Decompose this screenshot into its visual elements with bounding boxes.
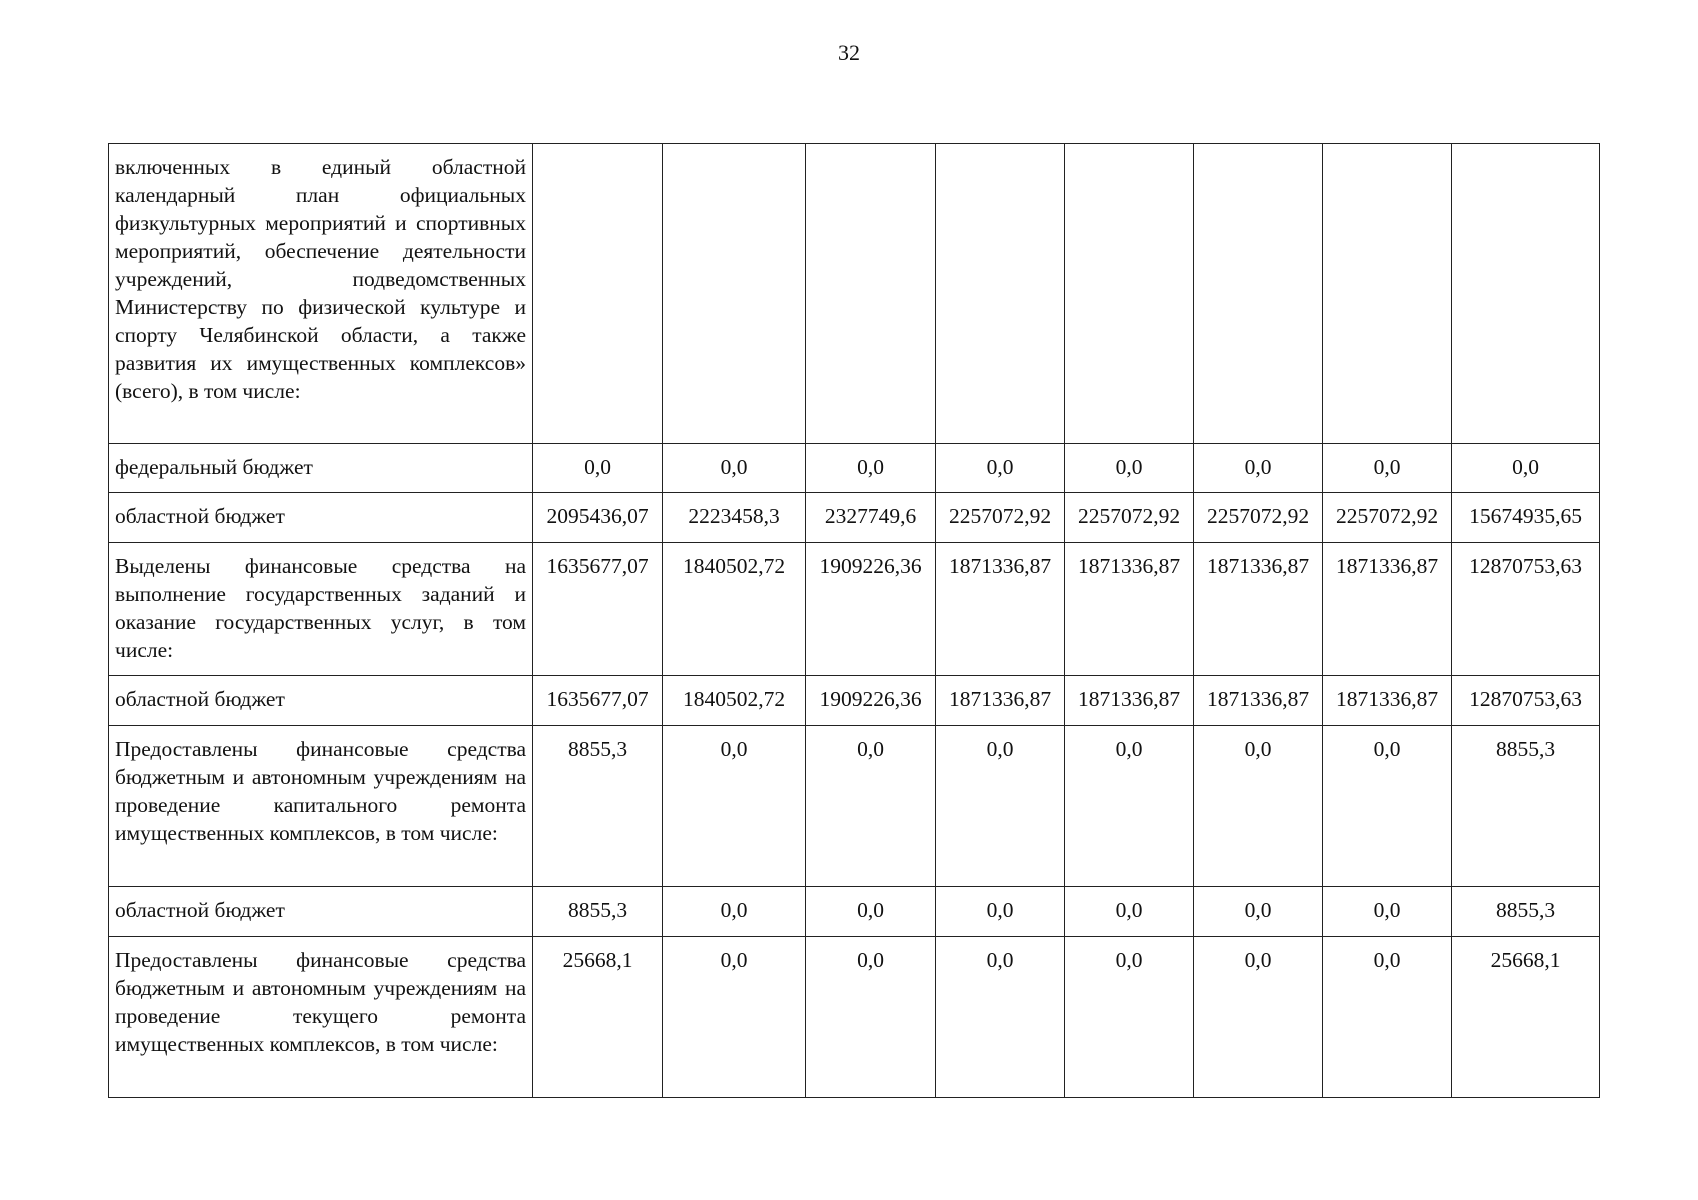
- value-cell: 0,0: [663, 726, 806, 887]
- value-cell: [533, 144, 663, 444]
- value-cell: 0,0: [806, 937, 936, 1098]
- table-row: [109, 543, 1600, 676]
- table-row: [109, 726, 1600, 887]
- value-cell: [806, 144, 936, 444]
- value-cell: 0,0: [533, 444, 663, 493]
- value-cell: 1871336,87: [936, 676, 1065, 726]
- value-cell: 0,0: [1194, 937, 1323, 1098]
- value-cell: 0,0: [806, 887, 936, 937]
- value-cell: 0,0: [936, 937, 1065, 1098]
- value-cell: 25668,1: [533, 937, 663, 1098]
- value-cell: 2257072,92: [936, 493, 1065, 543]
- value-cell: 1840502,72: [663, 543, 806, 676]
- table-row: [109, 444, 1600, 493]
- row-description: включенных в единый областной календарный план официальных физкультурных мероприятий и спортивных мероприятий, обеспечение деятельности учреждений, подведомственных Министерству по физической культуре и спорту Челябинской области, а также развития их имущественных комплексов» (всего), в том числе:: [109, 144, 533, 444]
- row-description: областной бюджет: [109, 887, 533, 937]
- value-cell: 0,0: [936, 726, 1065, 887]
- value-cell: 0,0: [663, 444, 806, 493]
- value-cell: 1909226,36: [806, 676, 936, 726]
- value-cell: 0,0: [806, 444, 936, 493]
- table-row: [109, 144, 1600, 444]
- value-cell: 0,0: [1065, 937, 1194, 1098]
- total-cell: 15674935,65: [1452, 493, 1600, 543]
- value-cell: 2257072,92: [1323, 493, 1452, 543]
- total-cell: 12870753,63: [1452, 676, 1600, 726]
- value-cell: 0,0: [1323, 887, 1452, 937]
- row-description: областной бюджет: [109, 493, 533, 543]
- value-cell: 2257072,92: [1065, 493, 1194, 543]
- value-cell: 0,0: [1194, 726, 1323, 887]
- value-cell: 1871336,87: [1194, 676, 1323, 726]
- value-cell: 0,0: [1194, 444, 1323, 493]
- row-description: Предоставлены финансовые средства бюджетным и автономным учреждениям на проведение капитального ремонта имущественных комплексов, в том числе:: [109, 726, 533, 887]
- value-cell: 2257072,92: [1194, 493, 1323, 543]
- value-cell: [936, 144, 1065, 444]
- total-cell: 8855,3: [1452, 726, 1600, 887]
- page-number: 32: [838, 40, 860, 65]
- row-description: областной бюджет: [109, 676, 533, 726]
- value-cell: 1909226,36: [806, 543, 936, 676]
- total-cell: 25668,1: [1452, 937, 1600, 1098]
- row-description: федеральный бюджет: [109, 444, 533, 493]
- row-description: Выделены финансовые средства на выполнение государственных заданий и оказание государственных услуг, в том числе:: [109, 543, 533, 676]
- total-cell: 0,0: [1452, 444, 1600, 493]
- table-row: [109, 676, 1600, 726]
- value-cell: 0,0: [1065, 887, 1194, 937]
- value-cell: 0,0: [1323, 937, 1452, 1098]
- table-row: [109, 937, 1600, 1098]
- value-cell: 0,0: [1065, 444, 1194, 493]
- value-cell: 2327749,6: [806, 493, 936, 543]
- value-cell: 1871336,87: [936, 543, 1065, 676]
- budget-table: [108, 143, 1600, 1098]
- value-cell: 0,0: [936, 887, 1065, 937]
- value-cell: 8855,3: [533, 726, 663, 887]
- row-description: Предоставлены финансовые средства бюджетным и автономным учреждениям на проведение текущего ремонта имущественных комплексов, в том числе:: [109, 937, 533, 1098]
- value-cell: 2223458,3: [663, 493, 806, 543]
- value-cell: 1871336,87: [1194, 543, 1323, 676]
- table-row: [109, 493, 1600, 543]
- value-cell: 1871336,87: [1065, 543, 1194, 676]
- total-cell: 12870753,63: [1452, 543, 1600, 676]
- value-cell: 0,0: [1194, 887, 1323, 937]
- value-cell: 0,0: [663, 887, 806, 937]
- value-cell: [1065, 144, 1194, 444]
- value-cell: 0,0: [663, 937, 806, 1098]
- value-cell: 0,0: [1323, 444, 1452, 493]
- value-cell: 8855,3: [533, 887, 663, 937]
- total-cell: 8855,3: [1452, 887, 1600, 937]
- value-cell: 0,0: [936, 444, 1065, 493]
- value-cell: 2095436,07: [533, 493, 663, 543]
- value-cell: [1323, 144, 1452, 444]
- value-cell: 0,0: [1323, 726, 1452, 887]
- value-cell: 1635677,07: [533, 543, 663, 676]
- value-cell: 0,0: [1065, 726, 1194, 887]
- value-cell: 1871336,87: [1323, 543, 1452, 676]
- value-cell: 0,0: [806, 726, 936, 887]
- value-cell: [1194, 144, 1323, 444]
- value-cell: 1871336,87: [1323, 676, 1452, 726]
- table-row: [109, 887, 1600, 937]
- value-cell: 1871336,87: [1065, 676, 1194, 726]
- value-cell: 1840502,72: [663, 676, 806, 726]
- value-cell: 1635677,07: [533, 676, 663, 726]
- total-cell: [1452, 144, 1600, 444]
- value-cell: [663, 144, 806, 444]
